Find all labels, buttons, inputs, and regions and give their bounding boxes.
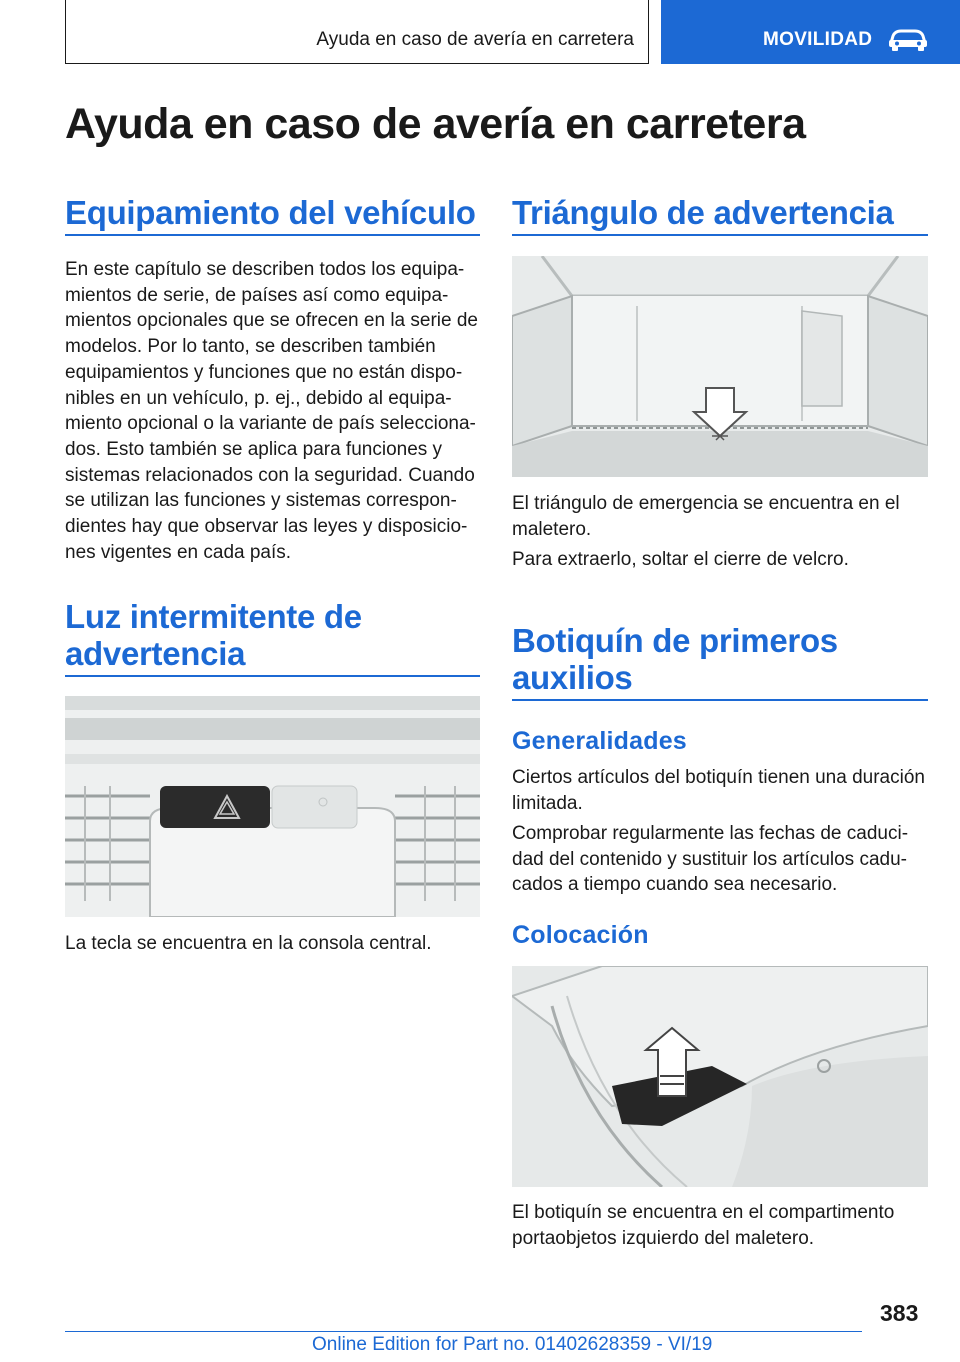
firstaid-compartment-figure <box>512 966 928 1187</box>
triangle-extract-text: Para extraerlo, soltar el cierre de velcro. <box>512 549 849 570</box>
header-tab-movilidad[interactable] <box>661 0 960 64</box>
hazard-heading-rule <box>65 675 480 677</box>
page-number: 383 <box>880 1300 919 1326</box>
footer-edition-text: Online Edition for Part no. 01402628359 - VI/19 <box>312 1334 713 1355</box>
equipment-paragraph: En este capítulo se describen todos los equipa‑ mientos de serie, de países así como equipa‑ mientos opcionales que se ofrecen en la serie de modelos. Por lo tanto, se describen también equipamientos y funciones que no están dispo‑ nibles en un vehículo, p. ej., debido al equipa‑ miento opcional o la variante de país selecciona‑ dos. Esto también se aplica para funciones y sistemas relacionados con la seguridad. Cuando se utilizan las funciones y sistemas correspon‑ dientes hay que observar las leyes y disposicio‑ nes vigentes en cada país. <box>65 259 478 563</box>
general-paragraph-2: Comprobar regularmente las fechas de caduci‑ dad del contenido y sustituir los artículos cadu‑ cados a tiempo cuando sea necesario. <box>512 823 909 896</box>
triangle-heading: Triángulo de advertencia <box>512 194 894 231</box>
car-icon <box>887 26 929 52</box>
triangle-heading-rule <box>512 234 928 236</box>
triangle-paragraph: El triángulo de emergencia se encuentra en el maletero. <box>512 493 900 540</box>
header-tab-label: MOVILIDAD <box>763 29 873 50</box>
hazard-heading: Luz intermitente de advertencia <box>65 598 362 672</box>
general-heading: Generalidades <box>512 727 687 755</box>
equipment-heading-rule <box>65 234 480 236</box>
hazard-switch-figure <box>65 696 480 917</box>
firstaid-heading: Botiquín de primeros auxilios <box>512 622 838 696</box>
hazard-caption: La tecla se encuentra en la consola central. <box>65 933 432 954</box>
trunk-triangle-figure <box>512 256 928 477</box>
header-section-title: Ayuda en caso de avería en carretera <box>316 29 634 50</box>
general-paragraph-1: Ciertos artículos del botiquín tienen una duración limitada. <box>512 767 925 814</box>
equipment-heading: Equipamiento del vehículo <box>65 194 476 231</box>
page-title: Ayuda en caso de avería en carretera <box>65 100 806 148</box>
header-section-box <box>65 0 649 64</box>
placement-paragraph: El botiquín se encuentra en el compartimento portaobjetos izquierdo del maletero. <box>512 1202 895 1249</box>
footer-rule <box>65 1331 862 1332</box>
firstaid-heading-rule <box>512 699 928 701</box>
placement-heading: Colocación <box>512 921 649 949</box>
